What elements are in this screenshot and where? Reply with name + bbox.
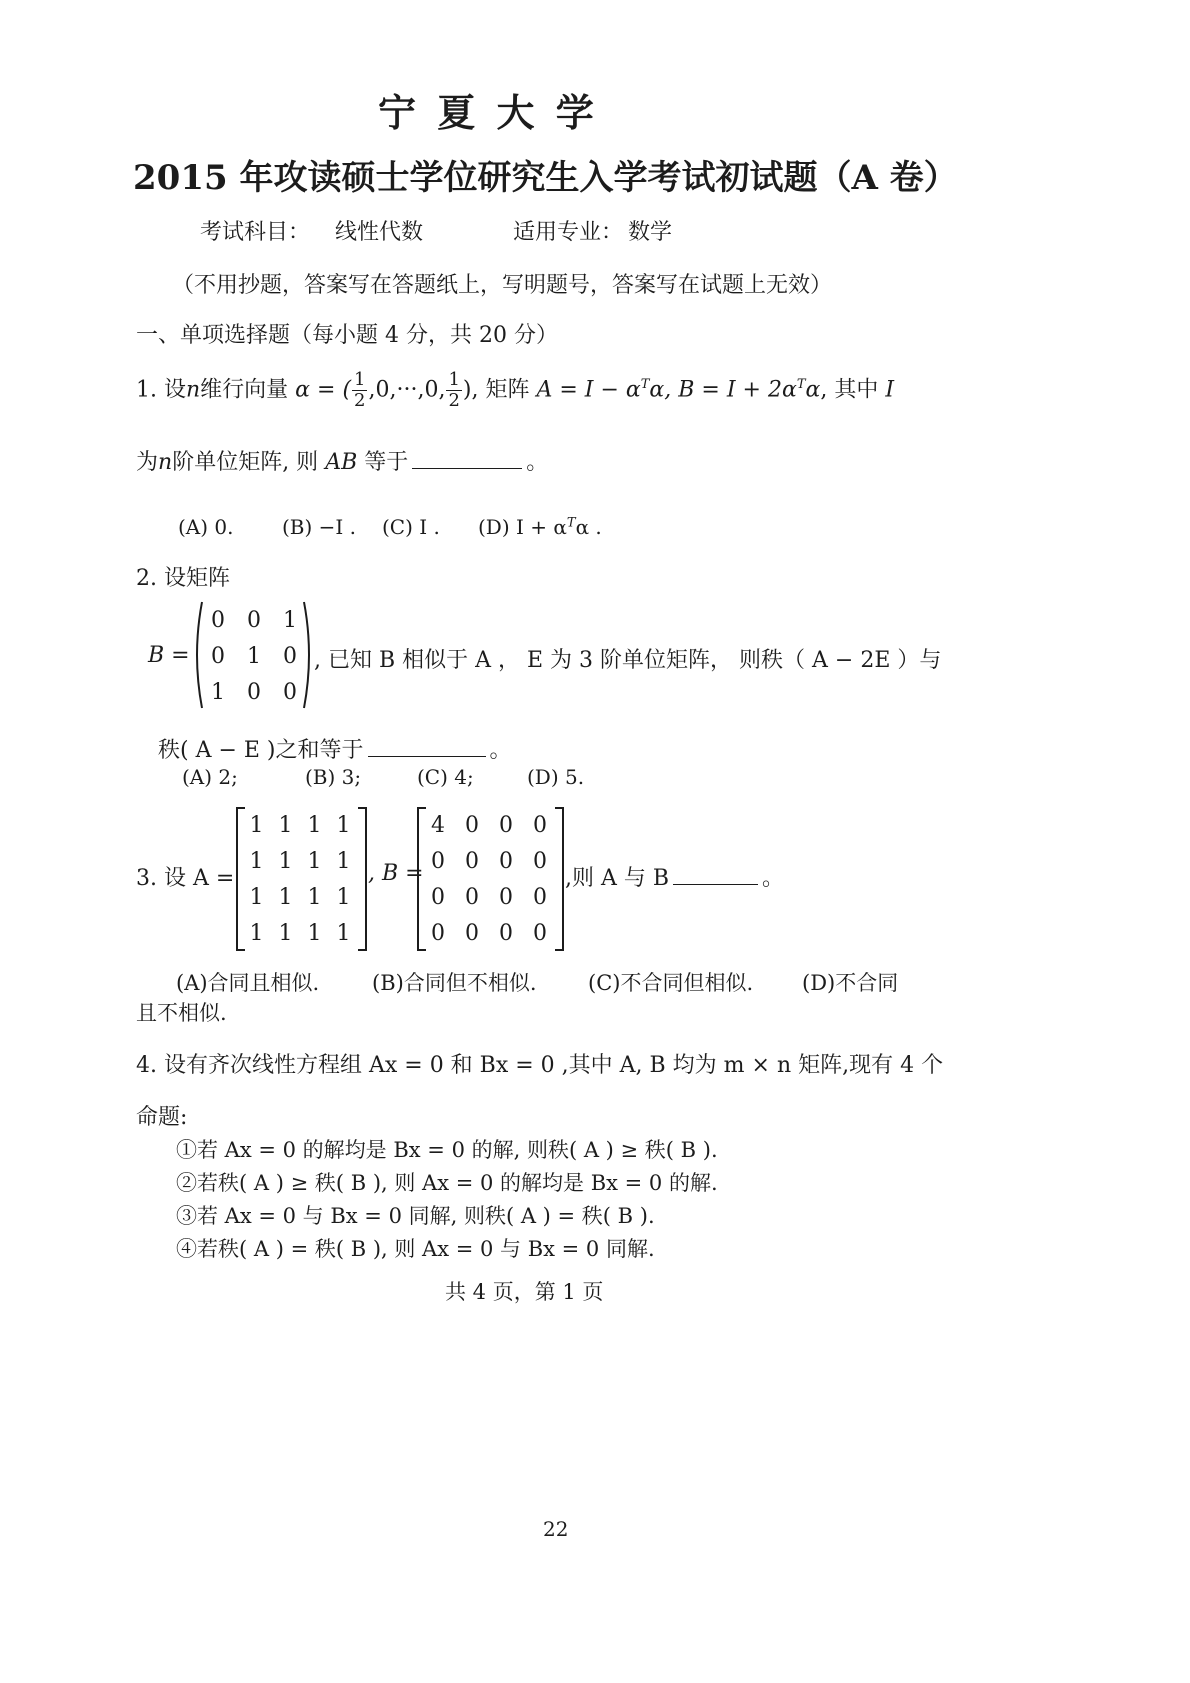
question-3-prefix: 3. 设 A = xyxy=(136,866,235,891)
q4-statement-3: ③若 Ax = 0 与 Bx = 0 同解, 则秩( A ) = 秩( B ). xyxy=(176,1204,655,1228)
question-4-line-2: 命题: xyxy=(136,1105,188,1130)
question-4-line-1: 4. 设有齐次线性方程组 Ax = 0 和 Bx = 0 ,其中 A, B 均为 m × n 矩阵,现有 4 个 xyxy=(136,1053,944,1078)
exam-title: 2015 年攻读硕士学位研究生入学考试初试题（A 卷） xyxy=(133,158,958,198)
q3-option-d-continued: 且不相似. xyxy=(136,1001,227,1025)
q4-statement-2: ②若秩( A ) ≥ 秩( B ), 则 Ax = 0 的解均是 Bx = 0 的解. xyxy=(176,1171,718,1195)
q2-option-a: (A) 2; xyxy=(182,765,238,789)
q1-option-b: (B) −I . xyxy=(282,515,357,539)
q3-option-a: (A)合同且相似. xyxy=(176,971,320,995)
answer-blank xyxy=(412,467,522,469)
subject-label: 考试科目： xyxy=(200,220,311,245)
answer-blank xyxy=(368,755,486,757)
q4-statement-4: ④若秩( A ) = 秩( B ), 则 Ax = 0 与 Bx = 0 同解. xyxy=(176,1237,655,1261)
q3-matrix-a-right-bracket xyxy=(356,806,368,952)
q3-option-b: (B)合同但不相似. xyxy=(372,971,537,995)
answer-blank xyxy=(673,883,758,885)
q2-option-d: (D) 5. xyxy=(527,765,585,789)
q2-matrix-label: B = xyxy=(148,643,190,668)
q3-option-c: (C)不合同但相似. xyxy=(588,971,754,995)
exam-notice: （不用抄题，答案写在答题纸上，写明题号，答案写在试题上无效） xyxy=(172,273,833,298)
q3-matrix-b-right-bracket xyxy=(553,806,565,952)
q3-matrix-b-label: , B = xyxy=(368,861,424,886)
q1-option-a: (A) 0. xyxy=(178,515,234,539)
q4-statement-1: ①若 Ax = 0 的解均是 Bx = 0 的解, 则秩( A ) ≥ 秩( B ). xyxy=(176,1138,718,1162)
q3-matrix-a: 1 1 1 1 1 1 1 1 1 1 1 1 1 1 1 1 xyxy=(249,812,351,946)
page-number: 22 xyxy=(543,1517,569,1541)
question-3-tail: ,则 A 与 B 。 xyxy=(565,866,785,891)
major-label: 适用专业： xyxy=(513,220,624,245)
question-1-line-2: 为n阶单位矩阵, 则 AB 等于 。 xyxy=(136,450,549,475)
university-name: 宁 夏 大 学 xyxy=(378,91,598,135)
q2-option-b: (B) 3; xyxy=(305,765,362,789)
q2-option-c: (C) 4; xyxy=(417,765,474,789)
q3-option-d: (D)不合同 xyxy=(802,971,899,995)
subject-value: 线性代数 xyxy=(335,220,424,245)
q2-matrix: 0 0 1 0 1 0 1 0 0 xyxy=(211,607,297,705)
q1-option-d: (D) $I + \alpha^T\alpha$ . xyxy=(478,515,602,539)
section-heading: 一、单项选择题（每小题 4 分，共 20 分） xyxy=(136,323,558,348)
question-1-line-1: 1. 设n维行向量 α = ( $\frac{1}{2}$ ,0,···,0, $\frac{1}{2}$ ), 矩阵 $A = I - \alpha^T\alpha$, $B = I + 2\alpha^T\alpha$, 其中 I xyxy=(136,369,895,411)
q3-matrix-b: 4 0 0 0 0 0 0 0 0 0 0 0 0 0 0 0 xyxy=(431,812,547,946)
page-footer: 共 4 页，第 1 页 xyxy=(445,1280,604,1304)
question-2-line-2: 秩( A − E )之和等于 。 xyxy=(158,738,512,763)
question-2-text: , 已知 B 相似于 A ， E 为 3 阶单位矩阵， 则秩（ A − 2E ）与 xyxy=(314,648,942,673)
question-2-intro: 2. 设矩阵 xyxy=(136,566,230,591)
major-value: 数学 xyxy=(628,220,673,245)
q1-option-c: (C) I . xyxy=(382,515,440,539)
